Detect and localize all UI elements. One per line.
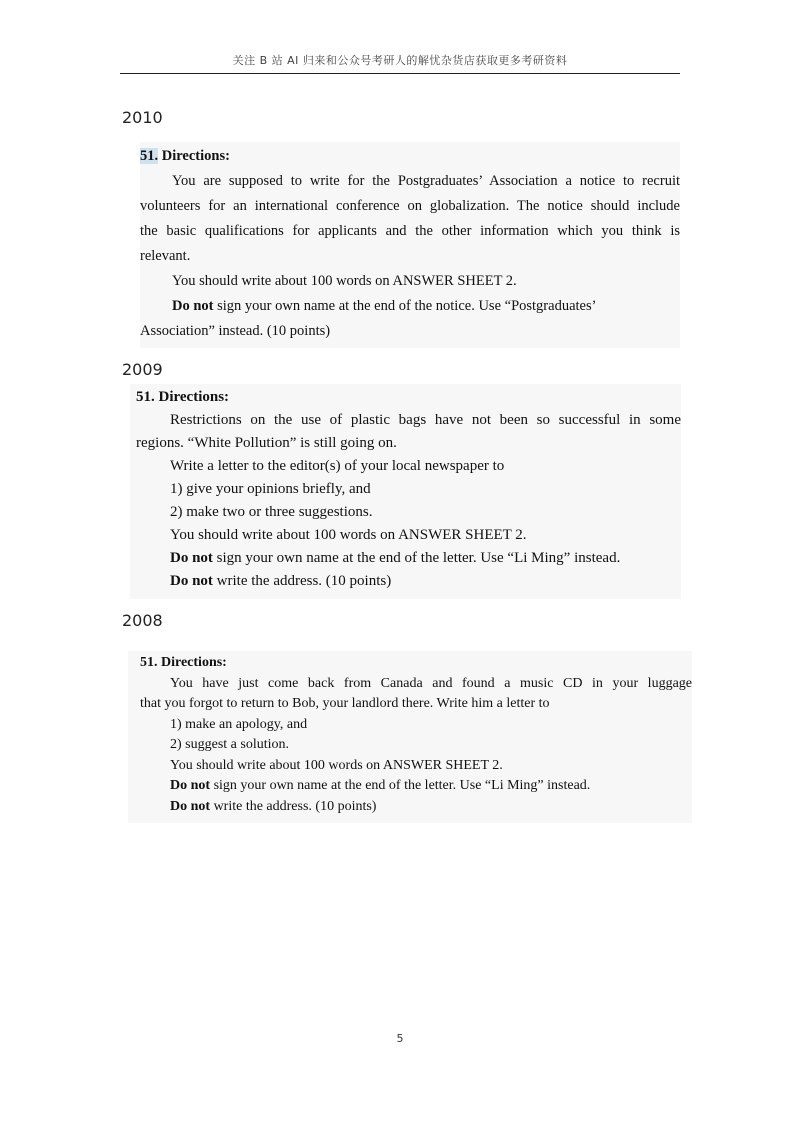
- header-divider: [120, 73, 680, 74]
- text-line: Do not write the address. (10 points): [170, 798, 377, 814]
- text-line: Do not sign your own name at the end of the letter. Use “Li Ming” instead.: [170, 778, 591, 793]
- text-line: that you forgot to return to Bob, your landlord there. Write him a letter to: [140, 696, 550, 711]
- directions-heading: 51. Directions:: [140, 148, 230, 164]
- page-header: 关注 B 站 AI 归来和公众号考研人的解忧杂货店获取更多考研资料: [232, 54, 568, 67]
- text-line: regions. “White Pollution” is still going on.: [136, 435, 397, 451]
- year-2008-label: 2008: [122, 611, 163, 630]
- text-line: Association” instead. (10 points): [140, 323, 331, 339]
- directions-heading: 51. Directions:: [136, 389, 230, 405]
- text-line: 1) make an apology, and: [170, 716, 308, 732]
- text-line: Do not write the address. (10 points): [170, 573, 392, 589]
- directions-heading: 51. Directions:: [140, 655, 227, 670]
- text-line: volunteers for an international conference on globalization. The notice should include: [140, 198, 680, 214]
- text-line: You should write about 100 words on ANSWER SHEET 2.: [172, 273, 517, 289]
- text-line: relevant.: [140, 248, 191, 264]
- page-number: 5: [396, 1032, 404, 1045]
- year-2010-label: 2010: [122, 108, 163, 127]
- directions-block-2009: [130, 384, 681, 599]
- text-line: Write a letter to the editor(s) of your local newspaper to: [170, 458, 505, 474]
- directions-block-2010: [140, 142, 680, 348]
- text-line: the basic qualifications for applicants and the other information which you think is: [140, 223, 680, 239]
- text-line: You should write about 100 words on ANSWER SHEET 2.: [170, 527, 527, 543]
- text-line: Restrictions on the use of plastic bags have not been so successful in some: [170, 412, 681, 428]
- directions-block-2008: [128, 651, 692, 823]
- text-line: Do not sign your own name at the end of the letter. Use “Li Ming” instead.: [170, 550, 621, 566]
- text-line: 2) suggest a solution.: [170, 737, 289, 752]
- text-line: 1) give your opinions briefly, and: [170, 481, 371, 497]
- year-2009-label: 2009: [122, 360, 163, 379]
- text-line: You are supposed to write for the Postgraduates’ Association a notice to recruit: [172, 173, 680, 189]
- question-number-highlight: 51.: [140, 148, 159, 164]
- text-line: Do not sign your own name at the end of the notice. Use “Postgraduates’: [172, 298, 597, 314]
- text-line: You should write about 100 words on ANSWER SHEET 2.: [170, 757, 503, 773]
- text-line: 2) make two or three suggestions.: [170, 504, 373, 520]
- text-line: You have just come back from Canada and found a music CD in your luggage: [170, 675, 692, 691]
